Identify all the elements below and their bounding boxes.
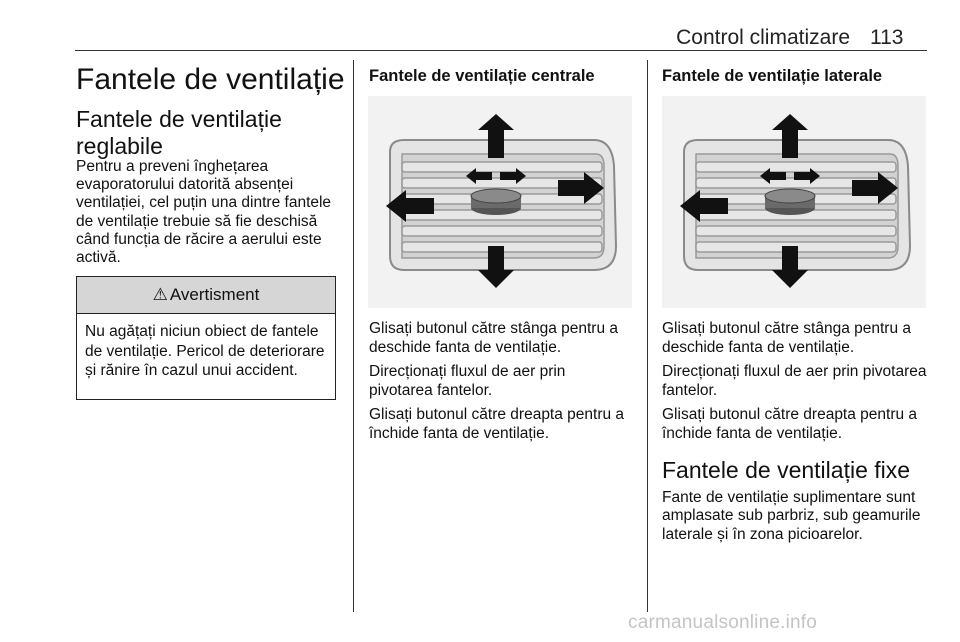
paragraph: Direcționați fluxul de aer prin pivotarea fantelor. xyxy=(369,363,566,399)
lateral-vents-text xyxy=(662,320,930,450)
warning-header xyxy=(77,277,335,314)
paragraph: Direcționați fluxul de aer prin pivotarea fantelor. xyxy=(662,363,927,399)
column-divider xyxy=(353,60,354,612)
lateral-vent-illustration xyxy=(662,96,926,308)
paragraph: Glisați butonul către dreapta pentru a închide fanta de ventilație. xyxy=(369,406,625,442)
central-vents-text xyxy=(369,320,633,450)
page-title: Fantele de ventilație xyxy=(76,63,345,96)
warning-title: Avertisment xyxy=(169,285,260,304)
lateral-vents-heading: Fantele de ventilație laterale xyxy=(662,67,883,85)
central-vents-heading: Fantele de ventilație centrale xyxy=(369,67,595,85)
warning-box xyxy=(76,276,336,400)
section-title-fixed-vents: Fantele de ventilație fixe xyxy=(662,457,911,483)
watermark: carmanualsonline.info xyxy=(628,612,818,633)
section-title-adjustable-vents: Fantele de ventilație reglabile xyxy=(76,106,282,159)
header-rule xyxy=(75,50,927,51)
warning-text: Nu agățați niciun obiect de fantele de ventilație. Pericol de deteriorare și rănire în cazul unui accident. xyxy=(85,323,325,379)
slider-knob xyxy=(471,189,521,215)
paragraph: Glisați butonul către dreapta pentru a închide fanta de ventilație. xyxy=(662,406,918,442)
central-vent-illustration xyxy=(368,96,632,308)
warning-triangle-icon: ⚠ xyxy=(152,285,168,304)
paragraph: Glisați butonul către stânga pentru a deschide fanta de ventilație. xyxy=(369,320,619,356)
fixed-vents-paragraph: Fante de ventilație suplimentare sunt amplasate sub parbriz, sub geamurile laterale și în zona picioarelor. xyxy=(662,489,921,543)
slider-knob xyxy=(765,189,815,215)
intro-paragraph: Pentru a preveni înghețarea evaporatorului datorită absenței ventilației, cel puțin una dintre fantele de ventilație trebuie să fie deschisă când funcția de răcire a aerului este activă. xyxy=(76,158,332,267)
column-divider xyxy=(647,60,648,612)
paragraph: Glisați butonul către stânga pentru a deschide fanta de ventilație. xyxy=(662,320,912,356)
page-number: 113 xyxy=(870,26,904,49)
running-head: Control climatizare xyxy=(676,26,850,49)
